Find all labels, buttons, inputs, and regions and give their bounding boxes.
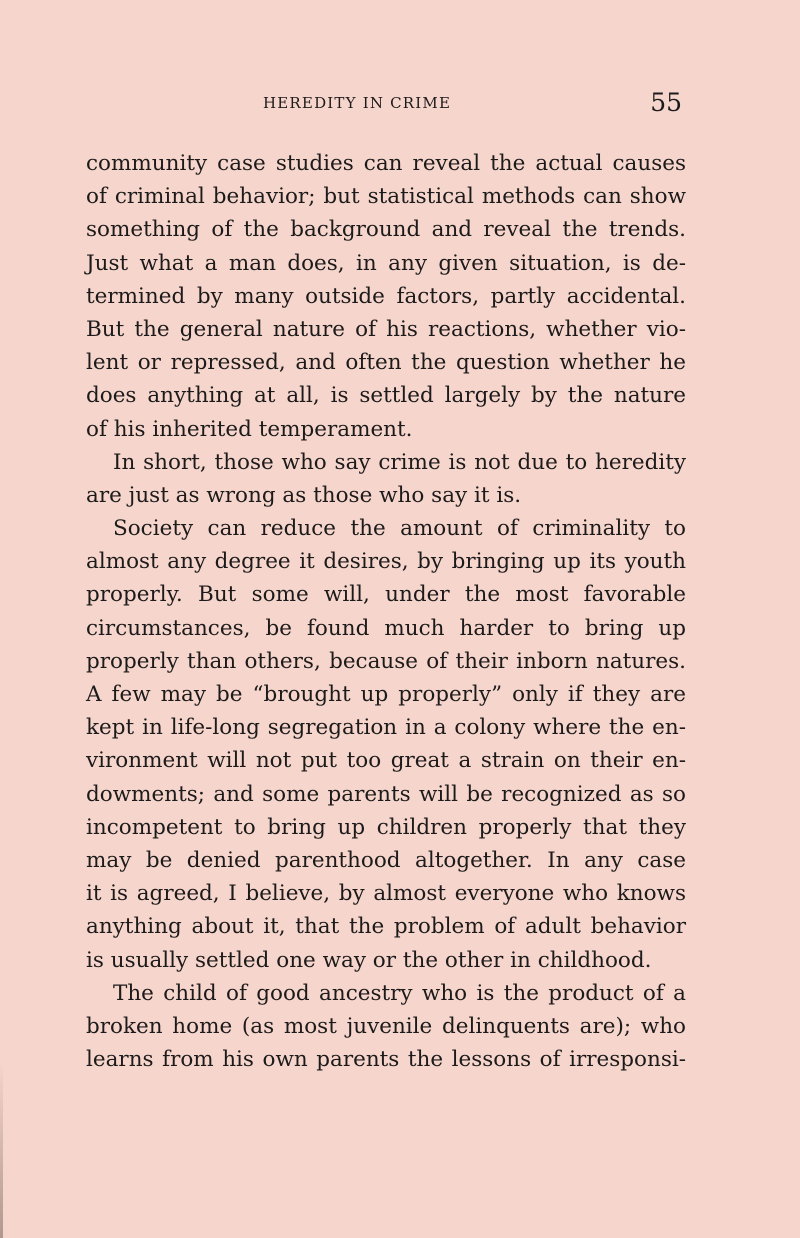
- binding-edge: [0, 1060, 3, 1238]
- text-line: are just as wrong as those who say it is.: [86, 482, 522, 508]
- body-text: [86, 147, 686, 1076]
- text-line: A few may be “brought up properly” only if they are: [86, 682, 686, 707]
- text-line: The child of good ancestry who is the product of a: [113, 980, 686, 1006]
- text-line: broken home (as most juvenile delinquents are); who: [86, 1013, 686, 1039]
- text-line: community case studies can reveal the actual causes: [86, 151, 686, 176]
- text-line: termined by many outside factors, partly accidental.: [86, 283, 686, 309]
- text-line: vironment will not put too great a strain on their en-: [86, 748, 686, 774]
- page-number: 55: [650, 88, 682, 117]
- running-head: [0, 88, 800, 122]
- text-line: But the general nature of his reactions, whether vio-: [86, 316, 686, 342]
- text-line: it is agreed, I believe, by almost everyone who knows: [86, 881, 686, 907]
- text-line: incompetent to bring up children properly that they: [86, 814, 686, 840]
- text-line: may be denied parenthood altogether. In any case: [86, 847, 686, 873]
- text-line: Society can reduce the amount of criminality to: [113, 516, 686, 542]
- text-line: dowments; and some parents will be recognized as so: [86, 781, 686, 807]
- text-line: learns from his own parents the lessons of irresponsi-: [86, 1047, 686, 1073]
- text-line: of his inherited temperament.: [86, 416, 413, 442]
- text-line: Just what a man does, in any given situation, is de-: [86, 250, 686, 276]
- text-line: something of the background and reveal the trends.: [86, 217, 686, 243]
- text-line: is usually settled one way or the other in childhood.: [86, 947, 652, 973]
- text-line: properly than others, because of their inborn natures.: [86, 648, 686, 674]
- running-title: HEREDITY IN CRIME: [263, 94, 452, 112]
- text-line: of criminal behavior; but statistical methods can show: [86, 184, 686, 210]
- text-line: almost any degree it desires, by bringing up its youth: [86, 549, 686, 575]
- text-line: kept in life-long segregation in a colony where the en-: [86, 715, 686, 741]
- text-line: does anything at all, is settled largely by the nature: [86, 383, 686, 409]
- text-line: lent or repressed, and often the question whether he: [86, 350, 686, 376]
- text-line: anything about it, that the problem of adult behavior: [86, 914, 686, 940]
- text-line: In short, those who say crime is not due to heredity: [113, 449, 686, 475]
- text-line: circumstances, be found much harder to bring up: [86, 615, 686, 641]
- text-line: properly. But some will, under the most favorable: [86, 582, 686, 608]
